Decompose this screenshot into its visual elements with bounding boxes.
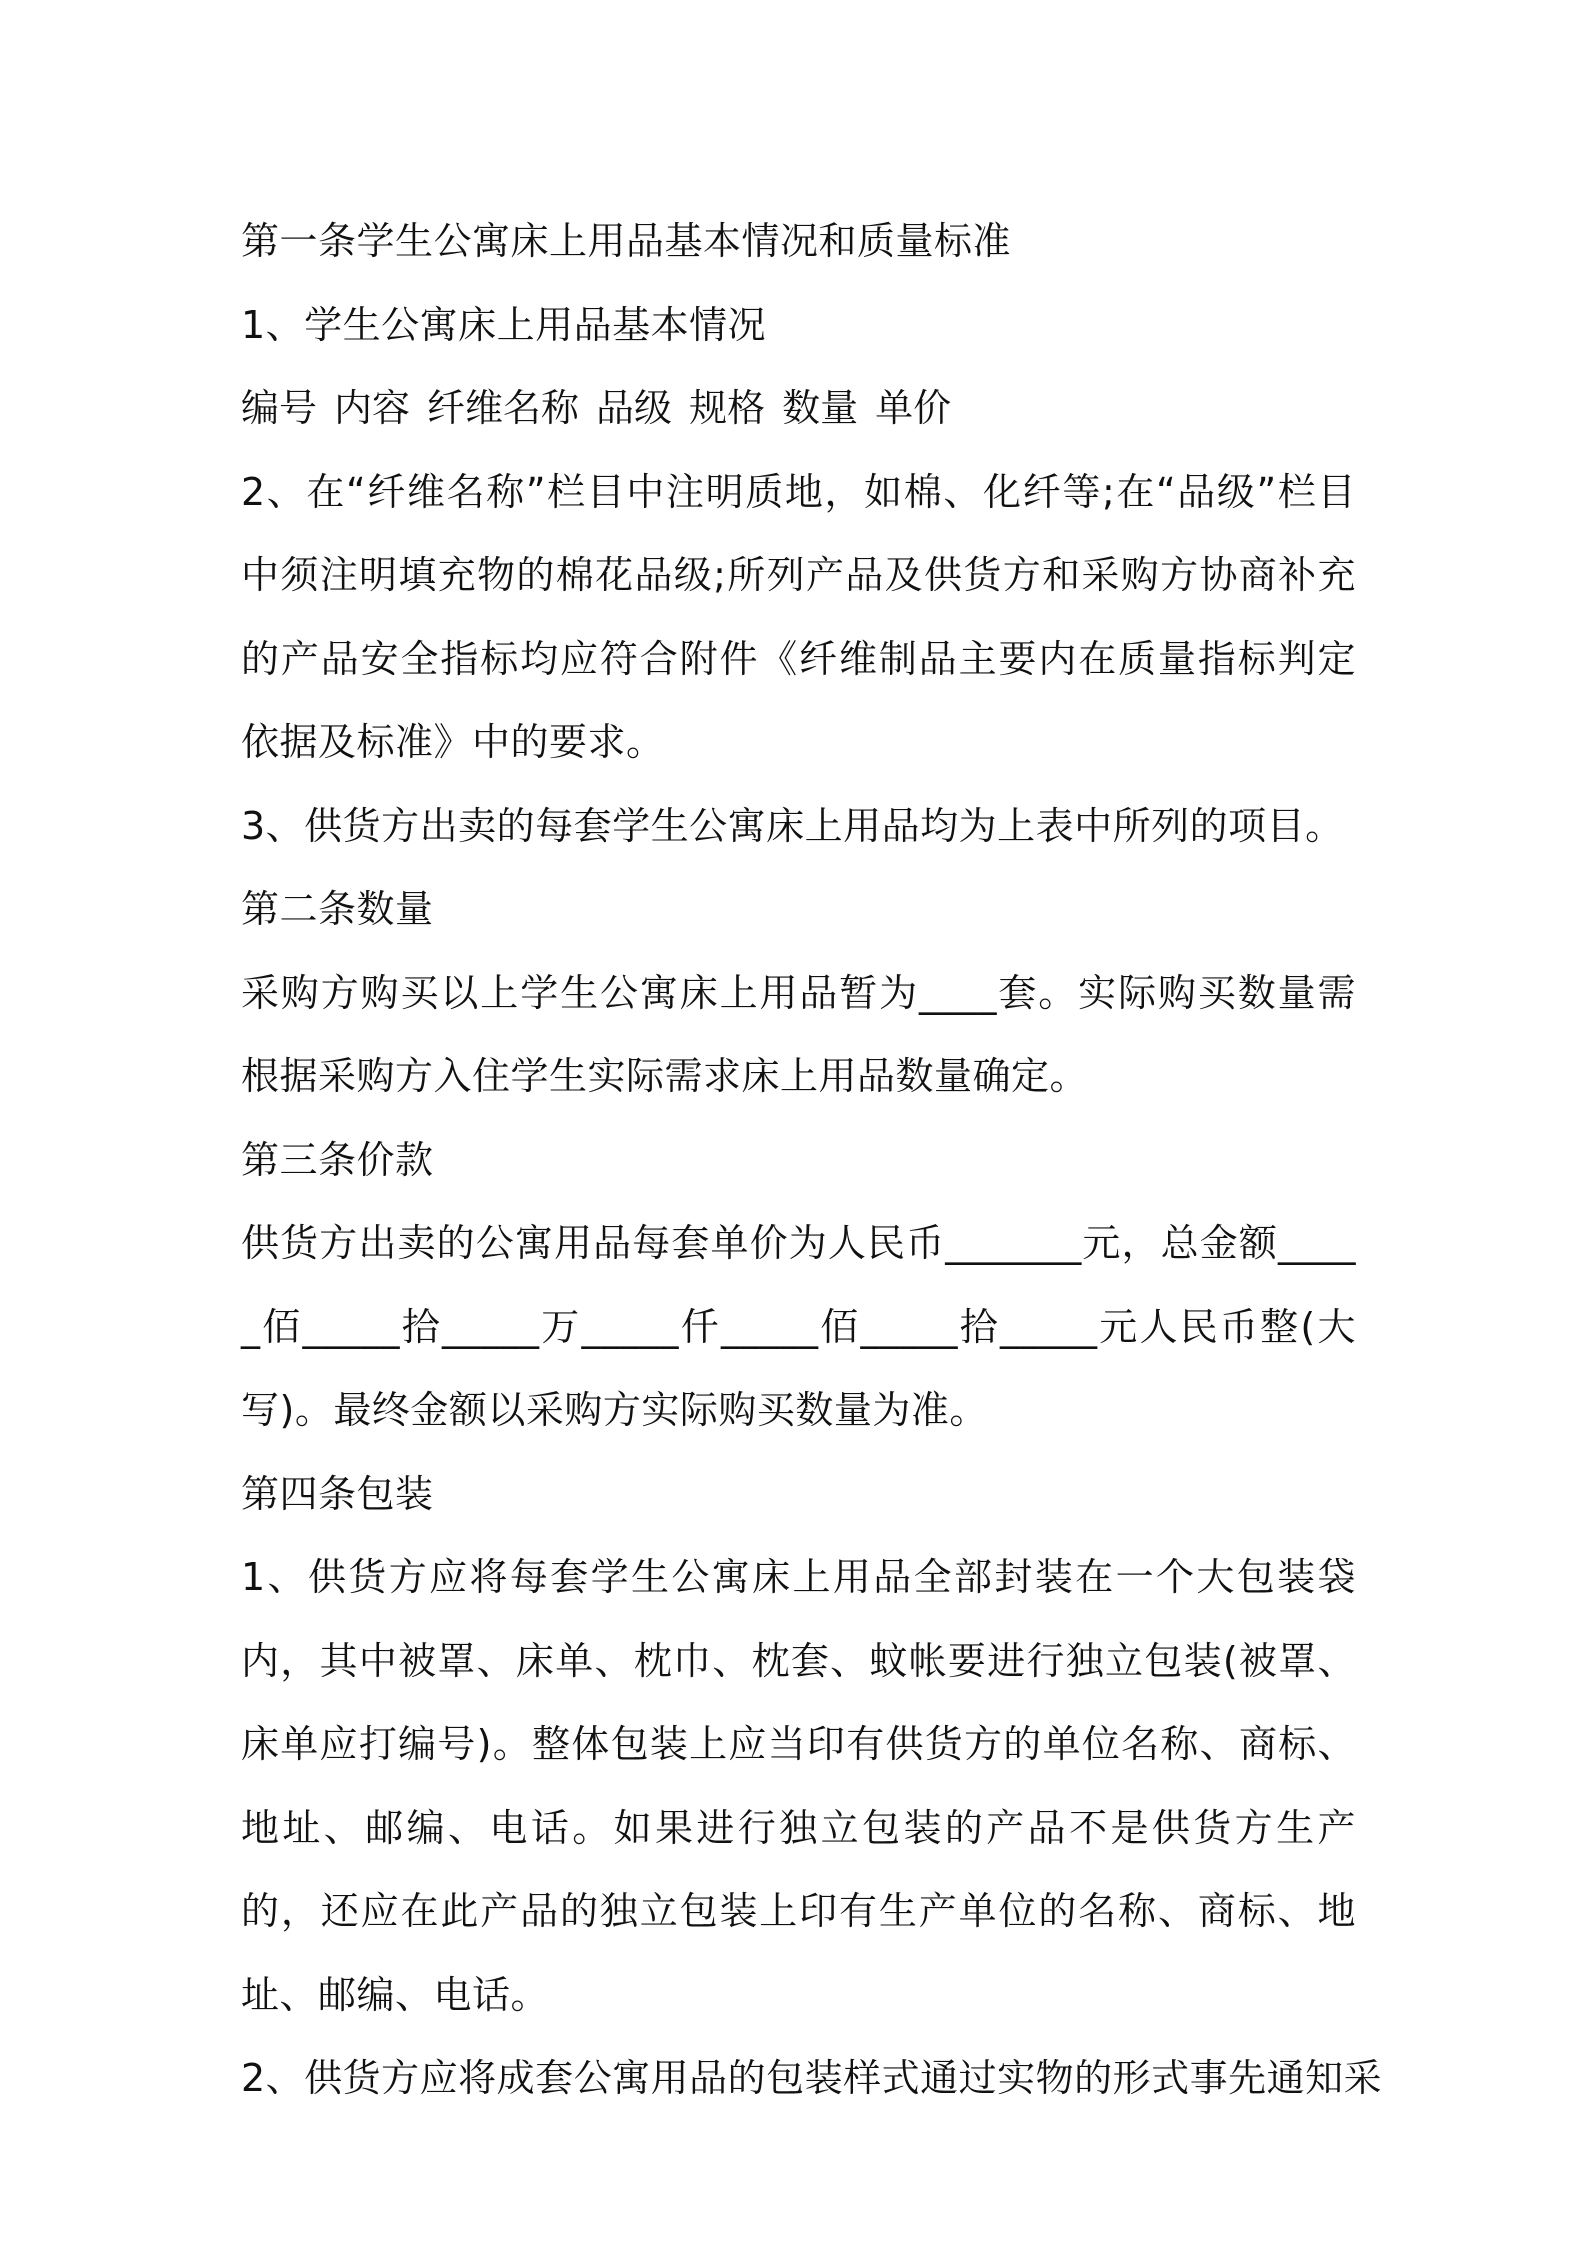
article1-item3: 3、供货方出卖的每套学生公寓床上用品均为上表中所列的项目。 bbox=[241, 803, 1344, 848]
table-header-content: 内容 bbox=[334, 386, 411, 430]
table-header-fiber-name: 纤维名称 bbox=[427, 386, 580, 430]
article3-title: 第三条价款 bbox=[241, 1137, 434, 1182]
article4-item2: 2、供货方应将成套公寓用品的包装样式通过实物的形式事先通知采 bbox=[241, 2056, 1383, 2100]
article1-item1: 1、学生公寓床上用品基本情况 bbox=[241, 302, 767, 347]
article1-title: 第一条学生公寓床上用品基本情况和质量标准 bbox=[241, 219, 1012, 263]
article2-body: 采购方购买以上学生公寓床上用品暂为____套。实际购买数量需根据采购方入住学生实际需求床上用品数量确定。 bbox=[241, 970, 1356, 1098]
document-page bbox=[241, 200, 1383, 2121]
article4-item1: 1、供货方应将每套学生公寓床上用品全部封装在一个大包装袋内，其中被罩、床单、枕巾、枕套、蚊帐要进行独立包装(被罩、床单应打编号)。整体包装上应当印有供货方的单位名称、商标、地址、邮编、电话。如果进行独立包装的产品不是供货方生产的，还应在此产品的独立包装上印有生产单位的名称、商标、地址、邮编、电话。 bbox=[241, 1555, 1356, 2017]
article1-item2: 2、在“纤维名称”栏目中注明质地，如棉、化纤等;在“品级”栏目中须注明填充物的棉花品级;所列产品及供货方和采购方协商补充的产品安全指标均应符合附件《纤维制品主要内在质量指标判定依据及标准》中的要求。 bbox=[241, 469, 1356, 764]
table-header-spec: 规格 bbox=[689, 386, 766, 430]
table-header-unit-price: 单价 bbox=[875, 386, 952, 430]
table-header-row bbox=[241, 367, 1356, 451]
article2-title: 第二条数量 bbox=[241, 887, 434, 931]
article4-title: 第四条包装 bbox=[241, 1471, 434, 1516]
table-header-grade: 品级 bbox=[596, 386, 673, 430]
table-header-quantity: 数量 bbox=[782, 386, 859, 430]
article3-body: 供货方出卖的公寓用品每套单价为人民币_______元，总金额_____佰_____拾_____万_____仟_____佰_____拾_____元人民币整(大写)。最终金额以采购方实际购买数量为准。 bbox=[241, 1221, 1356, 1432]
table-header-number: 编号 bbox=[241, 386, 318, 430]
